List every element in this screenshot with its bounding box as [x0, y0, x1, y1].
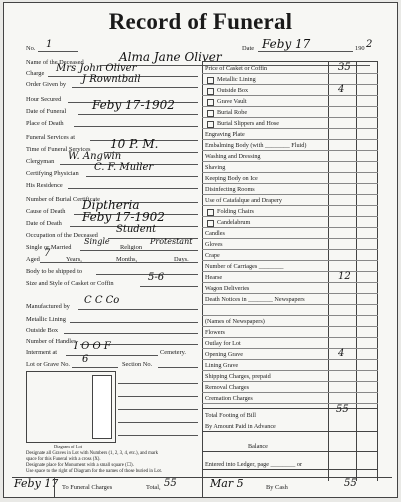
charge-item-label: Flowers	[205, 329, 225, 336]
charge-row-rule	[202, 293, 378, 294]
date-of-funeral-label: Date of Funeral	[26, 108, 67, 115]
aged-label: Aged	[26, 256, 40, 263]
date-of-death-label: Date of Death	[26, 220, 62, 227]
charge-item-label: Outside Box	[217, 87, 249, 94]
hour-secured-label: Hour Secured	[26, 96, 62, 103]
interment-label: Interment at	[26, 349, 58, 356]
funeral-services-at-label: Funeral Services at	[26, 134, 75, 141]
single-married-value: Single	[84, 237, 110, 246]
charge-row-rule	[202, 227, 378, 228]
deceased-name-label: Name of the Deceased	[26, 59, 84, 66]
charge-item-label: Candles	[205, 230, 225, 237]
casket-size-value: 5-6	[148, 272, 165, 283]
charge-item-label: Metallic Lining	[217, 76, 256, 83]
charge-item-label: Folding Chairs	[217, 208, 254, 215]
charge-item-label: Candelabrum	[217, 219, 251, 226]
charge-row-rule	[202, 183, 378, 184]
charge-item-amount: 35	[338, 62, 351, 73]
charge-item-label: Shaving	[205, 164, 226, 171]
charge-item-label: Washing and Dressing	[205, 153, 261, 160]
date-of-funeral-value: Feby 17-1902	[92, 98, 175, 112]
footer-to-charges-label: To Funeral Charges	[62, 484, 113, 491]
charge-item-amount: 12	[338, 271, 351, 282]
charge-row-rule	[202, 106, 378, 107]
footer-cr-value: Mar 5	[210, 477, 244, 490]
charge-row-rule	[202, 205, 378, 206]
charge-item-label: Shipping Charges, prepaid	[205, 373, 271, 380]
charge-row-rule	[202, 315, 378, 316]
months-label: Months,	[116, 256, 138, 263]
casket-size-label: Size and Style of Casket or Coffin	[26, 280, 114, 287]
total-footing-label: Total Footing of Bill	[205, 412, 256, 419]
lot-grave-label: Lot or Grave No.	[26, 361, 71, 368]
charge-row-rule	[202, 73, 378, 74]
cemetery-label: Cemetery.	[160, 349, 187, 356]
section-label: Section No.	[122, 361, 153, 368]
single-married-label: Single or Married	[26, 244, 72, 251]
physician-value: C. F. Muller	[94, 162, 154, 173]
diagram-caption: Diagram of Lot	[54, 444, 82, 449]
charge-item-label: Embalming Body (with ________ Fluid)	[205, 142, 307, 149]
balance-label: Balance	[248, 443, 268, 450]
charge-row-rule	[202, 403, 378, 404]
interment-value: I O O F	[74, 341, 111, 352]
charge-row-rule	[202, 84, 378, 85]
clergyman-label: Clergyman	[26, 158, 55, 165]
footer-total-label: Total,	[146, 484, 161, 491]
charge-item-label: Use of Catafalque and Drapery	[205, 197, 282, 204]
charge-item-amount: 4	[338, 84, 345, 95]
charge-item-label: Wagon Deliveries	[205, 285, 250, 292]
order-given-value: J Rowntball	[82, 74, 141, 85]
clergyman-value: W. Angwin	[68, 151, 122, 162]
charge-item-checkbox	[207, 110, 214, 117]
charge-value: Mrs John Oliver	[56, 63, 137, 74]
deceased-name-value: Alma Jane Oliver	[119, 50, 222, 64]
funeral-record-page	[3, 2, 398, 498]
footer-date-value: Feby 17	[14, 477, 59, 490]
burial-certificate-label: Number of Burial Certificate	[26, 196, 100, 203]
handles-label: Number of Handles	[26, 338, 77, 345]
charge-row-rule	[202, 249, 378, 250]
charge-item-label: Disinfecting Rooms	[205, 186, 255, 193]
date-label: Date	[242, 45, 255, 52]
charge-item-label: Death Notices in ________ Newspapers	[205, 296, 305, 303]
lot-grave-value: 6	[82, 354, 89, 365]
charge-row-rule	[202, 271, 378, 272]
charge-row-rule	[202, 128, 378, 129]
charge-row-rule	[202, 370, 378, 371]
charge-row-rule	[202, 150, 378, 151]
time-of-services-label: Time of Funeral Services	[26, 146, 91, 153]
charge-item-checkbox	[207, 209, 214, 216]
manufactured-by-label: Manufactured by	[26, 303, 70, 310]
charge-item-label: Keeping Body on Ice	[205, 175, 258, 182]
charge-row-rule	[202, 337, 378, 338]
charge-item-label: Engraving Plate	[205, 131, 245, 138]
charge-row-rule	[202, 260, 378, 261]
charge-item-label: (Names of Newspapers)	[205, 318, 265, 325]
charge-row-rule	[202, 216, 378, 217]
charge-row-rule	[202, 304, 378, 305]
charge-row-rule	[202, 139, 378, 140]
advance-label: By Amount Paid in Advance	[205, 423, 276, 430]
record-number-label: No.	[26, 45, 36, 52]
days-label: Days.	[174, 256, 189, 263]
metallic-lining-label: Metallic Lining	[26, 316, 66, 323]
aged-value: 7	[44, 248, 51, 259]
cash-label: By Cash	[266, 484, 288, 491]
page-title: Record of Funeral	[108, 9, 293, 34]
charge-item-label: Lining Grave	[205, 362, 239, 369]
charge-item-label: Gloves	[205, 241, 223, 248]
order-given-label: Order Given by	[26, 81, 67, 88]
charge-row-rule	[202, 117, 378, 118]
charge-row-rule	[202, 95, 378, 96]
time-of-services-value: 10 P. M.	[110, 137, 159, 151]
charge-row-rule	[202, 326, 378, 327]
charge-item-label: Grave Vault	[217, 98, 247, 105]
date-of-death-value: Feby 17-1902	[82, 210, 165, 224]
shipped-to-label: Body to be shipped to	[26, 268, 83, 275]
year-suffix: 2	[366, 39, 373, 50]
cause-of-death-value: Diptheria	[82, 198, 140, 212]
footer-total-value: 55	[164, 478, 177, 489]
note-line-2: space for this Funeral with a cross (X).	[26, 457, 101, 462]
charge-item-checkbox	[207, 121, 214, 128]
grave-plot	[92, 375, 112, 439]
total-footing-value: 55	[336, 404, 349, 415]
physician-label: Certifying Physician	[26, 170, 79, 177]
charge-item-label: Number of Carriages ________	[205, 263, 284, 270]
charge-row-rule	[202, 238, 378, 239]
cash-value: 55	[344, 478, 357, 489]
manufactured-by-value: C C Co	[84, 295, 120, 306]
charge-item-label: Burial Robe	[217, 109, 248, 116]
religion-value: Protestant	[150, 237, 193, 246]
note-line-4: Use space to the right of Diagram for the names of those buried in Lot.	[26, 469, 163, 474]
charge-row-rule	[202, 282, 378, 283]
charge-label: Charge	[26, 70, 45, 77]
charge-row-rule	[202, 194, 378, 195]
charge-item-label: Hearse	[205, 274, 223, 281]
charge-row-rule	[202, 348, 378, 349]
years-label: Years,	[66, 256, 82, 263]
residence-label: His Residence	[26, 182, 63, 189]
charge-row-rule	[202, 392, 378, 393]
charge-item-checkbox	[207, 77, 214, 84]
charge-item-label: Cremation Charges	[205, 395, 253, 402]
cause-of-death-label: Cause of Death	[26, 208, 66, 215]
outside-box-label: Outside Box	[26, 327, 59, 334]
charge-item-amount: 4	[338, 348, 345, 359]
charge-item-label: Removal Charges	[205, 384, 250, 391]
charge-item-label: Crape	[205, 252, 220, 259]
charge-item-label: Burial Slippers and Hose	[217, 120, 280, 127]
note-line-3: Designate place for Monument with a small square (☐).	[26, 463, 134, 468]
charge-item-checkbox	[207, 99, 214, 106]
charge-row-rule	[202, 381, 378, 382]
religion-label: Religion	[120, 244, 143, 251]
charge-row-rule	[202, 172, 378, 173]
place-of-death-label: Place of Death	[26, 120, 64, 127]
charge-row-rule	[202, 161, 378, 162]
note-line-1: Designate all Graves in Lot with Numbers (1, 2, 3, 4, etc.), and mark	[26, 451, 159, 456]
ledger-label: Entered into Ledger, page ________ or	[205, 461, 303, 468]
charge-item-label: Opening Grave	[205, 351, 243, 358]
record-number-value: 1	[46, 39, 53, 50]
date-value: Feby 17	[262, 37, 311, 51]
occupation-label: Occupation of the Deceased	[26, 232, 98, 239]
occupation-value: Student	[116, 224, 157, 235]
charge-item-label: Price of Casket or Coffin	[205, 65, 268, 72]
charge-row-rule	[202, 359, 378, 360]
year-prefix: 190	[355, 45, 365, 52]
charge-item-checkbox	[207, 88, 214, 95]
charge-item-checkbox	[207, 220, 214, 227]
charge-item-label: Outlay for Lot	[205, 340, 241, 347]
